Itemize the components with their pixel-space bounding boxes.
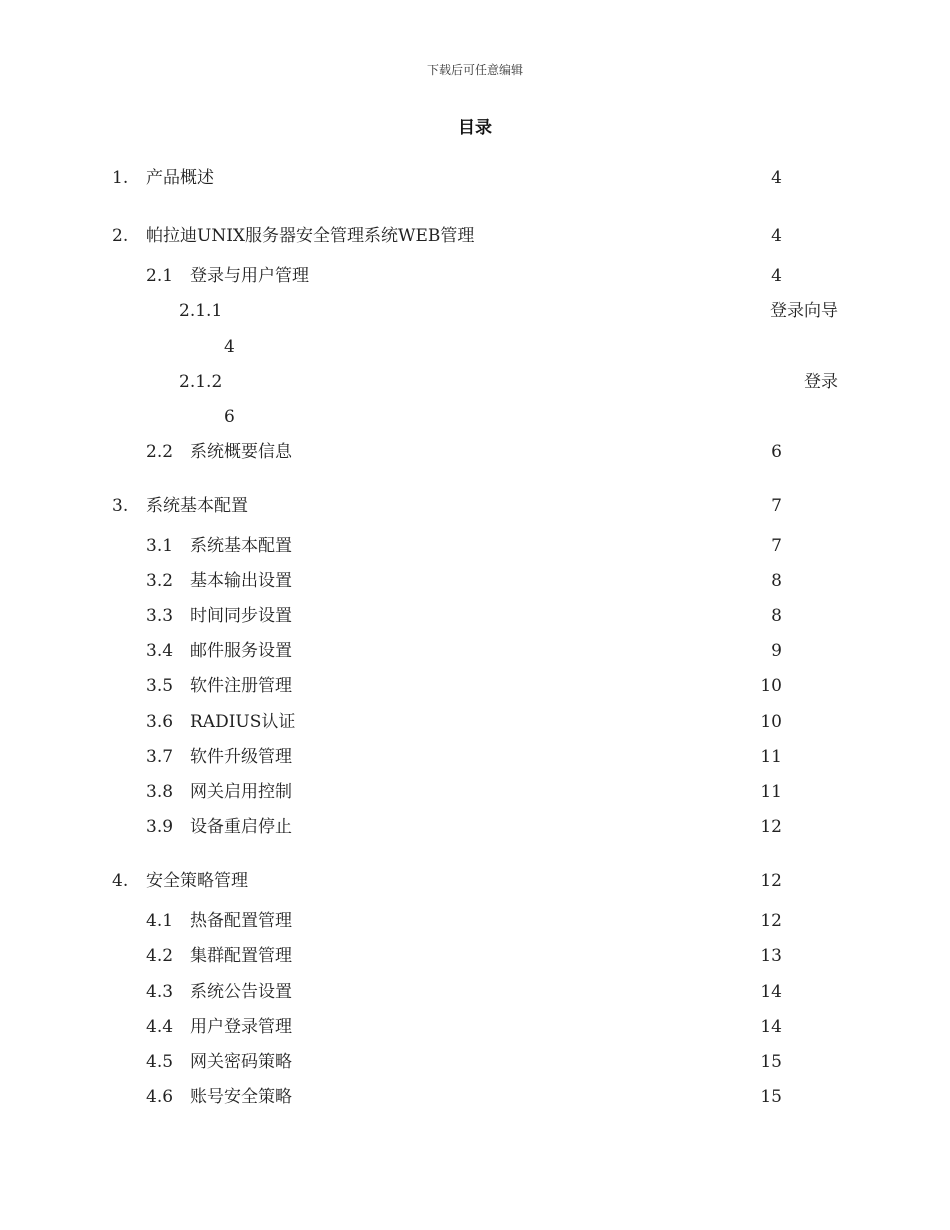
toc-entry-number: 4.6	[146, 1087, 174, 1107]
toc-entry-4-6[interactable]	[0, 1085, 950, 1109]
toc-entry-4-2[interactable]	[0, 944, 950, 968]
toc-entry-4-4[interactable]	[0, 1015, 950, 1039]
toc-entry-page: 12	[760, 871, 782, 891]
toc-entry-3-5[interactable]	[0, 674, 950, 698]
toc-entry-number: 3.8	[146, 782, 174, 802]
toc-entry-4-1[interactable]	[0, 909, 950, 933]
toc-entry-number: 3.	[112, 496, 129, 516]
toc-entry-page: 10	[760, 712, 782, 732]
toc-entry-page: 8	[771, 606, 782, 626]
toc-entry-page: 13	[760, 946, 782, 966]
toc-entry-page: 7	[771, 536, 782, 556]
header-note: 下载后可任意编辑	[426, 63, 523, 77]
toc-entry-number: 3.7	[146, 747, 174, 767]
toc-entry-number: 3.5	[146, 676, 174, 696]
toc-entry-3-1[interactable]	[0, 534, 950, 558]
toc-entry-title: 热备配置管理	[190, 911, 292, 931]
toc-entry-title: 登录	[804, 372, 838, 392]
toc-entry-2[interactable]	[0, 224, 950, 248]
toc-entry-title: RADIUS认证	[190, 712, 296, 732]
toc-entry-number: 2.	[112, 226, 129, 246]
toc-entry-title: 系统概要信息	[190, 442, 292, 462]
toc-entry-3-6[interactable]	[0, 710, 950, 734]
toc-entry-number: 4.5	[146, 1052, 174, 1072]
toc-entry-title: 设备重启停止	[190, 817, 292, 837]
toc-entry-page: 11	[760, 782, 782, 802]
toc-entry-page: 7	[771, 496, 782, 516]
toc-entry-page: 4	[224, 337, 235, 357]
toc-entry-number: 3.3	[146, 606, 174, 626]
toc-entry-title: 软件升级管理	[190, 747, 292, 767]
toc-entry-number: 4.	[112, 871, 129, 891]
toc-entry-page: 12	[760, 817, 782, 837]
toc-entry-number: 3.1	[146, 536, 174, 556]
toc-entry-2-1[interactable]	[0, 264, 950, 288]
toc-entry-number: 3.4	[146, 641, 174, 661]
toc-entry-title: 网关密码策略	[190, 1052, 292, 1072]
toc-entry-page: 10	[760, 676, 782, 696]
toc-entry-number: 1.	[112, 168, 129, 188]
toc-entry-title: 网关启用控制	[190, 782, 292, 802]
toc-entry-2-1-2[interactable]	[0, 370, 950, 394]
toc-entry-page: 6	[224, 407, 235, 427]
toc-entry-page: 4	[771, 168, 782, 188]
toc-entry-page: 14	[760, 1017, 782, 1037]
toc-entry-3-2[interactable]	[0, 569, 950, 593]
toc-entry-title: 登录与用户管理	[190, 266, 309, 286]
toc-entry-2-1-1[interactable]	[0, 299, 950, 323]
toc-entry-title: 集群配置管理	[190, 946, 292, 966]
toc-entry-page: 4	[771, 266, 782, 286]
toc-entry-title: 邮件服务设置	[190, 641, 292, 661]
toc-entry-title: 软件注册管理	[190, 676, 292, 696]
toc-entry-number: 3.6	[146, 712, 174, 732]
toc-entry-number: 4.1	[146, 911, 174, 931]
toc-entry-page: 14	[760, 982, 782, 1002]
toc-entry-3-4[interactable]	[0, 639, 950, 663]
toc-entry-number: 4.3	[146, 982, 174, 1002]
toc-entry-3-8[interactable]	[0, 780, 950, 804]
toc-entry-page: 9	[771, 641, 782, 661]
page-title: 目录	[458, 118, 492, 138]
toc-entry-4[interactable]	[0, 869, 950, 893]
toc-entry-2-2[interactable]	[0, 440, 950, 464]
toc-entry-title: 登录向导	[770, 301, 838, 321]
toc-entry-title: 帕拉迪UNIX服务器安全管理系统WEB管理	[146, 226, 475, 246]
toc-entry-title: 产品概述	[146, 168, 214, 188]
toc-entry-title: 系统公告设置	[190, 982, 292, 1002]
toc-entry-title: 系统基本配置	[190, 536, 292, 556]
toc-entry-title: 安全策略管理	[146, 871, 248, 891]
toc-entry-page: 11	[760, 747, 782, 767]
toc-entry-page: 15	[760, 1052, 782, 1072]
toc-entry-3-9[interactable]	[0, 815, 950, 839]
toc-entry-4-5[interactable]	[0, 1050, 950, 1074]
toc-entry-number: 3.2	[146, 571, 174, 591]
toc-entry-3-3[interactable]	[0, 604, 950, 628]
toc-entry-page: 6	[771, 442, 782, 462]
toc-entry-page: 12	[760, 911, 782, 931]
toc-entry-4-3[interactable]	[0, 980, 950, 1004]
toc-entry-title: 账号安全策略	[190, 1087, 292, 1107]
toc-entry-3[interactable]	[0, 494, 950, 518]
toc-entry-number: 2.1.1	[179, 301, 223, 321]
toc-entry-3-7[interactable]	[0, 745, 950, 769]
toc-entry-page: 4	[771, 226, 782, 246]
toc-entry-number: 2.1	[146, 266, 174, 286]
toc-entry-number: 2.2	[146, 442, 174, 462]
toc-entry-title: 系统基本配置	[146, 496, 248, 516]
toc-entry-title: 用户登录管理	[190, 1017, 292, 1037]
toc-entry-2-1-2-page	[0, 405, 950, 429]
toc-entry-page: 8	[771, 571, 782, 591]
toc-entry-number: 2.1.2	[179, 372, 223, 392]
toc-entry-title: 时间同步设置	[190, 606, 292, 626]
toc-entry-number: 3.9	[146, 817, 174, 837]
toc-entry-page: 15	[760, 1087, 782, 1107]
toc-entry-1[interactable]	[0, 166, 950, 190]
toc-entry-title: 基本输出设置	[190, 571, 292, 591]
toc-entry-number: 4.2	[146, 946, 174, 966]
toc-entry-2-1-1-page	[0, 335, 950, 359]
toc-entry-number: 4.4	[146, 1017, 174, 1037]
